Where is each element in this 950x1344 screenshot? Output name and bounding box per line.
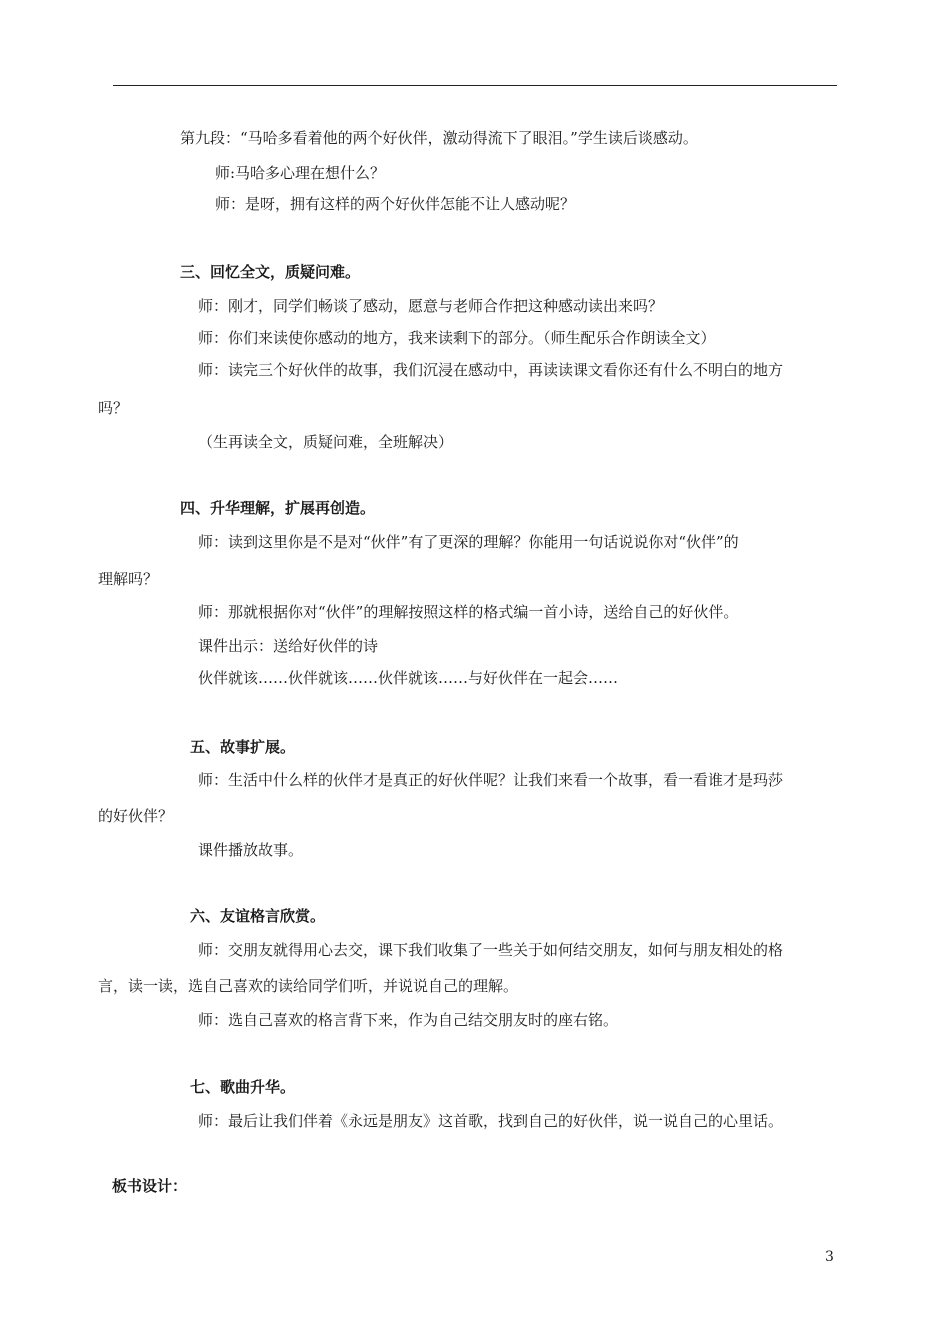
paragraph-line: 师:马哈多心理在想什么？ xyxy=(215,164,386,182)
board-design-heading: 板书设计： xyxy=(112,1177,188,1195)
paragraph-line: 吗？ xyxy=(98,399,129,417)
section-heading-7: 七、歌曲升华。 xyxy=(190,1078,296,1096)
paragraph-line: 伙伴就该……伙伴就该……伙伴就该……与好伙伴在一起会…… xyxy=(198,669,619,687)
page-number: 3 xyxy=(825,1249,834,1265)
section-heading-3: 三、回忆全文，质疑问难。 xyxy=(180,263,361,281)
paragraph-line: 师：读完三个好伙伴的故事，我们沉浸在感动中，再读读课文看你还有什么不明白的地方 xyxy=(198,361,784,379)
section-heading-5: 五、故事扩展。 xyxy=(190,738,296,756)
paragraph-line: 第九段：“马哈多看着他的两个好伙伴，激动得流下了眼泪。”学生读后谈感动。 xyxy=(180,129,698,147)
paragraph-line: 理解吗？ xyxy=(98,570,159,588)
paragraph-line: 师：生活中什么样的伙伴才是真正的好伙伴呢？让我们来看一个故事，看一看谁才是玛莎 xyxy=(198,771,784,789)
paragraph-line: 言，读一读，选自己喜欢的读给同学们听，并说说自己的理解。 xyxy=(98,977,519,995)
paragraph-line: 师：是呀，拥有这样的两个好伙伴怎能不让人感动呢？ xyxy=(215,195,576,213)
paragraph-line: 课件出示：送给好伙伴的诗 xyxy=(198,637,379,655)
paragraph-line: 师：那就根据你对“伙伴”的理解按照这样的格式编一首小诗，送给自己的好伙伴。 xyxy=(198,603,739,621)
section-heading-6: 六、友谊格言欣赏。 xyxy=(190,907,326,925)
paragraph-line: 课件播放故事。 xyxy=(198,841,304,859)
paragraph-line: 师：刚才，同学们畅谈了感动，愿意与老师合作把这种感动读出来吗？ xyxy=(198,297,664,315)
paragraph-line: 师：最后让我们伴着《永远是朋友》这首歌，找到自己的好伙伴，说一说自己的心里话。 xyxy=(198,1112,784,1130)
paragraph-line: 师：读到这里你是不是对“伙伴”有了更深的理解？你能用一句话说说你对“伙伴”的 xyxy=(198,533,739,551)
paragraph-line: 师：你们来读使你感动的地方，我来读剩下的部分。（师生配乐合作朗读全文） xyxy=(198,329,716,347)
section-heading-4: 四、升华理解，扩展再创造。 xyxy=(180,499,376,517)
header-rule xyxy=(113,85,837,86)
paragraph-line: （生再读全文，质疑问难，全班解决） xyxy=(198,433,454,451)
paragraph-line: 的好伙伴？ xyxy=(98,807,174,825)
paragraph-line: 师：交朋友就得用心去交，课下我们收集了一些关于如何结交朋友，如何与朋友相处的格 xyxy=(198,941,784,959)
paragraph-line: 师：选自己喜欢的格言背下来，作为自己结交朋友时的座右铭。 xyxy=(198,1011,619,1029)
